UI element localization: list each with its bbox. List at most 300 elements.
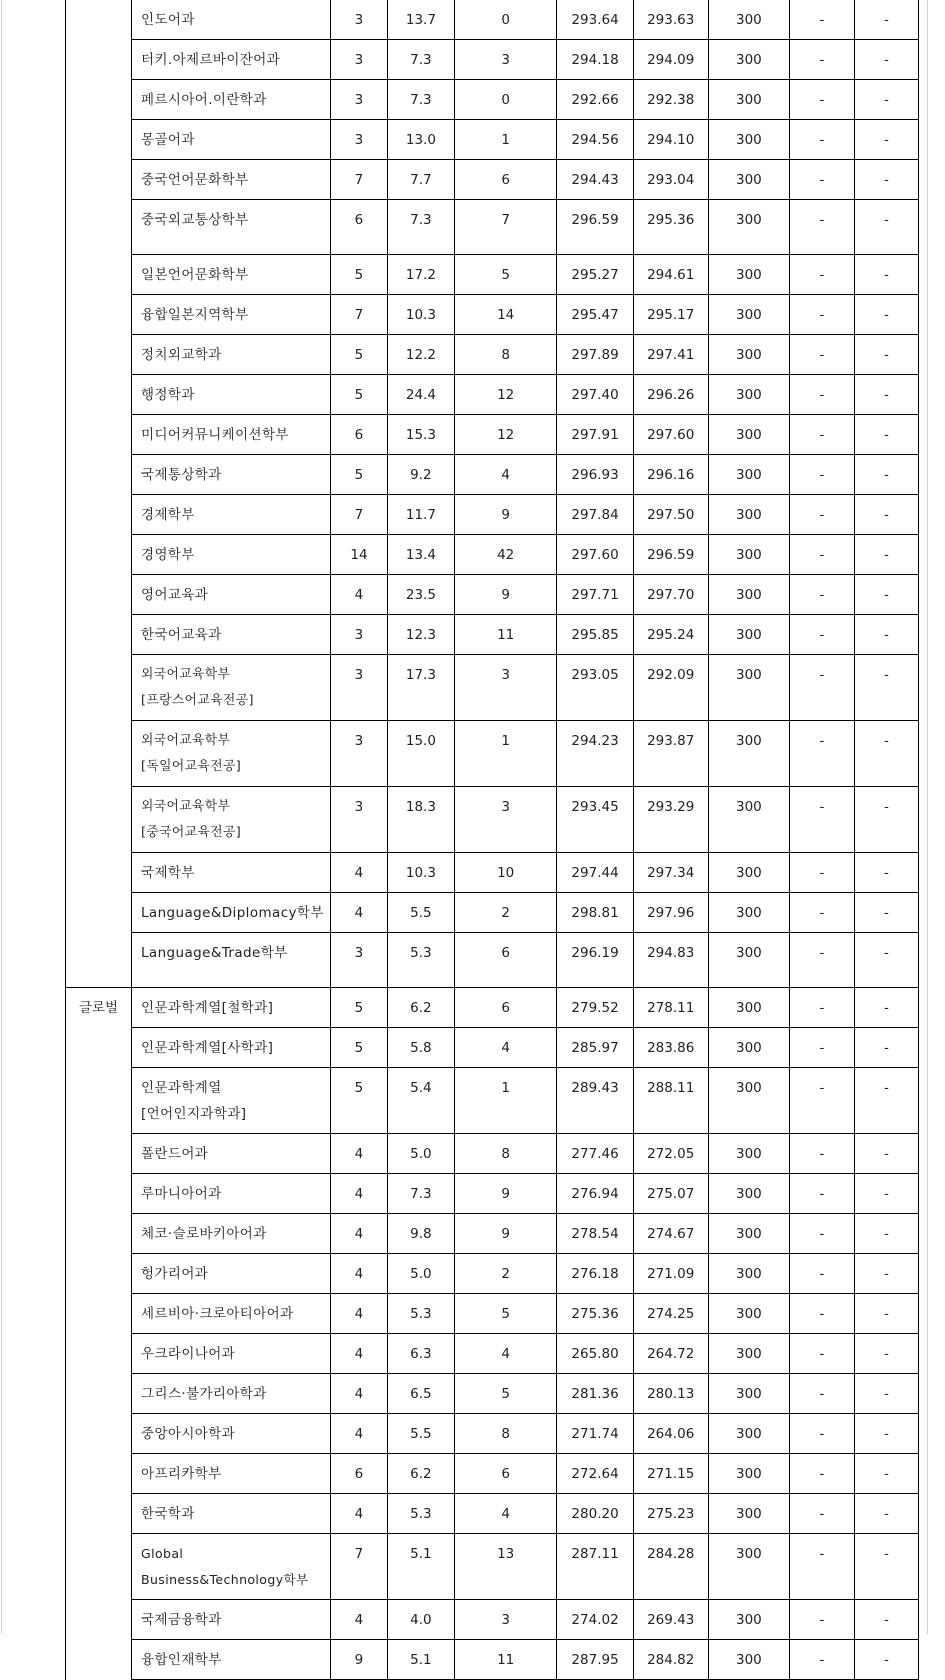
lowest-score-cell: 264.72 [633,1334,708,1374]
max-score-cell: 300 [708,0,789,40]
waitlist-cell: 8 [454,1414,557,1454]
note1-cell: - [790,1068,855,1134]
top-score-cell: 285.97 [557,1028,633,1068]
quota-cell: 9 [331,1640,388,1680]
table-row [66,1494,919,1534]
top-score-cell: 297.44 [557,853,633,893]
competition-ratio-cell: 9.8 [387,1214,454,1254]
competition-ratio-cell: 5.3 [387,933,454,988]
department-cell: 중국외교통상학부 [132,200,331,255]
max-score-cell: 300 [708,893,789,933]
note1-cell: - [790,255,855,295]
waitlist-cell: 8 [454,1134,557,1174]
note2-cell: - [854,415,918,455]
quota-cell: 4 [331,1494,388,1534]
lowest-score-cell: 275.07 [633,1174,708,1214]
lowest-score-cell: 264.06 [633,1414,708,1454]
note1-cell: - [790,1454,855,1494]
table-row [66,1640,919,1680]
waitlist-cell: 6 [454,988,557,1028]
top-score-cell: 297.71 [557,575,633,615]
table-row [66,80,919,120]
table-row [66,1374,919,1414]
lowest-score-cell: 293.29 [633,787,708,853]
note1-cell: - [790,415,855,455]
note1-cell: - [790,200,855,255]
note1-cell: - [790,988,855,1028]
department-cell: 중앙아시아학과 [132,1414,331,1454]
competition-ratio-cell: 5.4 [387,1068,454,1134]
top-score-cell: 278.54 [557,1214,633,1254]
top-score-cell: 294.18 [557,40,633,80]
note1-cell: - [790,1334,855,1374]
note1-cell: - [790,721,855,787]
note1-cell: - [790,1414,855,1454]
department-cell: 헝가리어과 [132,1254,331,1294]
quota-cell: 4 [331,1214,388,1254]
lowest-score-cell: 294.61 [633,255,708,295]
waitlist-cell: 5 [454,1374,557,1414]
lowest-score-cell: 297.50 [633,495,708,535]
top-score-cell: 293.05 [557,655,633,721]
competition-ratio-cell: 5.1 [387,1640,454,1680]
lowest-score-cell: 292.09 [633,655,708,721]
table-row [66,1294,919,1334]
lowest-score-cell: 269.43 [633,1600,708,1640]
lowest-score-cell: 288.11 [633,1068,708,1134]
department-cell: 중국언어문화학부 [132,160,331,200]
competition-ratio-cell: 9.2 [387,455,454,495]
note2-cell: - [854,1254,918,1294]
quota-cell: 14 [331,535,388,575]
max-score-cell: 300 [708,415,789,455]
waitlist-cell: 1 [454,721,557,787]
note2-cell: - [854,1174,918,1214]
note1-cell: - [790,160,855,200]
table-row [66,1214,919,1254]
quota-cell: 6 [331,1454,388,1494]
quota-cell: 4 [331,1334,388,1374]
table-row [66,415,919,455]
waitlist-cell: 4 [454,1494,557,1534]
lowest-score-cell: 271.15 [633,1454,708,1494]
department-cell: 인문과학계열[사학과] [132,1028,331,1068]
max-score-cell: 300 [708,1134,789,1174]
note2-cell: - [854,295,918,335]
note2-cell: - [854,1640,918,1680]
note2-cell: - [854,535,918,575]
waitlist-cell: 0 [454,80,557,120]
department-cell: 국제학부 [132,853,331,893]
max-score-cell: 300 [708,853,789,893]
top-score-cell: 276.18 [557,1254,633,1294]
table-row [66,893,919,933]
department-cell: 인문과학계열[언어인지과학과] [132,1068,331,1134]
department-cell: 한국어교육과 [132,615,331,655]
note1-cell: - [790,933,855,988]
lowest-score-cell: 297.34 [633,853,708,893]
max-score-cell: 300 [708,375,789,415]
campus-cell [66,0,132,988]
department-cell: 행정학과 [132,375,331,415]
lowest-score-cell: 275.23 [633,1494,708,1534]
lowest-score-cell: 271.09 [633,1254,708,1294]
note1-cell: - [790,1600,855,1640]
max-score-cell: 300 [708,120,789,160]
table-row [66,375,919,415]
quota-cell: 3 [331,0,388,40]
max-score-cell: 300 [708,1640,789,1680]
waitlist-cell: 42 [454,535,557,575]
note1-cell: - [790,1374,855,1414]
department-cell: 외국어교육학부[독일어교육전공] [132,721,331,787]
note1-cell: - [790,120,855,160]
department-cell: Language&Trade학부 [132,933,331,988]
note1-cell: - [790,1134,855,1174]
lowest-score-cell: 284.28 [633,1534,708,1600]
lowest-score-cell: 280.13 [633,1374,708,1414]
waitlist-cell: 1 [454,120,557,160]
competition-ratio-cell: 5.3 [387,1294,454,1334]
note1-cell: - [790,495,855,535]
waitlist-cell: 7 [454,200,557,255]
quota-cell: 5 [331,375,388,415]
note1-cell: - [790,0,855,40]
note1-cell: - [790,1174,855,1214]
table-row [66,787,919,853]
competition-ratio-cell: 12.2 [387,335,454,375]
lowest-score-cell: 284.82 [633,1640,708,1680]
note1-cell: - [790,1294,855,1334]
note2-cell: - [854,1134,918,1174]
note1-cell: - [790,1494,855,1534]
waitlist-cell: 0 [454,0,557,40]
top-score-cell: 272.64 [557,1454,633,1494]
quota-cell: 4 [331,1134,388,1174]
lowest-score-cell: 272.05 [633,1134,708,1174]
note2-cell: - [854,160,918,200]
quota-cell: 7 [331,1534,388,1600]
department-cell: 인도어과 [132,0,331,40]
top-score-cell: 294.56 [557,120,633,160]
table-row [66,455,919,495]
competition-ratio-cell: 15.3 [387,415,454,455]
waitlist-cell: 9 [454,575,557,615]
table-row [66,575,919,615]
max-score-cell: 300 [708,255,789,295]
table-row [66,1174,919,1214]
top-score-cell: 279.52 [557,988,633,1028]
waitlist-cell: 3 [454,655,557,721]
quota-cell: 4 [331,1174,388,1214]
table-body [66,0,919,1680]
department-cell: 경영학부 [132,535,331,575]
top-score-cell: 296.93 [557,455,633,495]
top-score-cell: 297.89 [557,335,633,375]
table-row [66,160,919,200]
max-score-cell: 300 [708,721,789,787]
max-score-cell: 300 [708,80,789,120]
table-row [66,120,919,160]
note2-cell: - [854,893,918,933]
competition-ratio-cell: 10.3 [387,853,454,893]
quota-cell: 5 [331,988,388,1028]
note2-cell: - [854,1374,918,1414]
competition-ratio-cell: 7.7 [387,160,454,200]
waitlist-cell: 4 [454,1028,557,1068]
lowest-score-cell: 296.59 [633,535,708,575]
note2-cell: - [854,655,918,721]
waitlist-cell: 4 [454,455,557,495]
waitlist-cell: 13 [454,1534,557,1600]
quota-cell: 5 [331,1028,388,1068]
note1-cell: - [790,893,855,933]
competition-ratio-cell: 13.4 [387,535,454,575]
lowest-score-cell: 297.96 [633,893,708,933]
note1-cell: - [790,575,855,615]
competition-ratio-cell: 5.5 [387,1414,454,1454]
top-score-cell: 295.27 [557,255,633,295]
competition-ratio-cell: 6.5 [387,1374,454,1414]
competition-ratio-cell: 13.0 [387,120,454,160]
department-cell: 미디어커뮤니케이션학부 [132,415,331,455]
waitlist-cell: 3 [454,787,557,853]
department-cell: 융합인재학부 [132,1640,331,1680]
lowest-score-cell: 295.24 [633,615,708,655]
campus-cell: 글로벌 [66,988,132,1680]
waitlist-cell: 10 [454,853,557,893]
top-score-cell: 296.59 [557,200,633,255]
max-score-cell: 300 [708,40,789,80]
quota-cell: 3 [331,787,388,853]
competition-ratio-cell: 7.3 [387,40,454,80]
lowest-score-cell: 293.87 [633,721,708,787]
lowest-score-cell: 296.26 [633,375,708,415]
max-score-cell: 300 [708,295,789,335]
quota-cell: 5 [331,335,388,375]
note2-cell: - [854,1334,918,1374]
note1-cell: - [790,615,855,655]
top-score-cell: 297.40 [557,375,633,415]
top-score-cell: 280.20 [557,1494,633,1534]
note1-cell: - [790,335,855,375]
quota-cell: 3 [331,615,388,655]
lowest-score-cell: 297.41 [633,335,708,375]
quota-cell: 7 [331,295,388,335]
waitlist-cell: 6 [454,160,557,200]
table-row [66,1454,919,1494]
department-cell: 경제학부 [132,495,331,535]
table-row [66,200,919,255]
waitlist-cell: 5 [454,1294,557,1334]
note2-cell: - [854,575,918,615]
department-cell: 몽골어과 [132,120,331,160]
note2-cell: - [854,787,918,853]
lowest-score-cell: 292.38 [633,80,708,120]
top-score-cell: 294.43 [557,160,633,200]
top-score-cell: 287.11 [557,1534,633,1600]
top-score-cell: 276.94 [557,1174,633,1214]
note2-cell: - [854,1414,918,1454]
max-score-cell: 300 [708,1214,789,1254]
top-score-cell: 297.91 [557,415,633,455]
waitlist-cell: 9 [454,1174,557,1214]
max-score-cell: 300 [708,988,789,1028]
competition-ratio-cell: 24.4 [387,375,454,415]
max-score-cell: 300 [708,160,789,200]
note2-cell: - [854,1068,918,1134]
department-cell: 터키.아제르바이잔어과 [132,40,331,80]
note1-cell: - [790,375,855,415]
department-cell: 외국어교육학부[프랑스어교육전공] [132,655,331,721]
lowest-score-cell: 295.17 [633,295,708,335]
competition-ratio-cell: 17.3 [387,655,454,721]
waitlist-cell: 6 [454,933,557,988]
table-row [66,655,919,721]
note1-cell: - [790,40,855,80]
note2-cell: - [854,988,918,1028]
table-row [66,1334,919,1374]
quota-cell: 5 [331,455,388,495]
max-score-cell: 300 [708,933,789,988]
note2-cell: - [854,1454,918,1494]
note2-cell: - [854,1294,918,1334]
department-cell: 루마니아어과 [132,1174,331,1214]
lowest-score-cell: 296.16 [633,455,708,495]
note2-cell: - [854,255,918,295]
department-cell: 한국학과 [132,1494,331,1534]
note1-cell: - [790,853,855,893]
waitlist-cell: 4 [454,1334,557,1374]
waitlist-cell: 11 [454,1640,557,1680]
quota-cell: 4 [331,575,388,615]
department-cell: 세르비아·크로아티아어과 [132,1294,331,1334]
quota-cell: 3 [331,721,388,787]
lowest-score-cell: 295.36 [633,200,708,255]
waitlist-cell: 12 [454,375,557,415]
note2-cell: - [854,1028,918,1068]
competition-ratio-cell: 23.5 [387,575,454,615]
waitlist-cell: 3 [454,40,557,80]
note2-cell: - [854,40,918,80]
table-row [66,721,919,787]
top-score-cell: 289.43 [557,1068,633,1134]
table-row [66,495,919,535]
top-score-cell: 296.19 [557,933,633,988]
table-row [66,933,919,988]
top-score-cell: 295.47 [557,295,633,335]
department-cell: 국제금융학과 [132,1600,331,1640]
lowest-score-cell: 294.10 [633,120,708,160]
max-score-cell: 300 [708,615,789,655]
note1-cell: - [790,535,855,575]
quota-cell: 3 [331,120,388,160]
max-score-cell: 300 [708,1534,789,1600]
department-cell: 폴란드어과 [132,1134,331,1174]
table-row [66,335,919,375]
table-row [66,1134,919,1174]
table-row [66,40,919,80]
quota-cell: 4 [331,1254,388,1294]
top-score-cell: 275.36 [557,1294,633,1334]
lowest-score-cell: 283.86 [633,1028,708,1068]
note2-cell: - [854,335,918,375]
note2-cell: - [854,455,918,495]
competition-ratio-cell: 11.7 [387,495,454,535]
department-cell: 우크라이나어과 [132,1334,331,1374]
note2-cell: - [854,1600,918,1640]
waitlist-cell: 1 [454,1068,557,1134]
top-score-cell: 274.02 [557,1600,633,1640]
competition-ratio-cell: 5.0 [387,1134,454,1174]
note2-cell: - [854,80,918,120]
quota-cell: 7 [331,160,388,200]
waitlist-cell: 12 [454,415,557,455]
quota-cell: 4 [331,853,388,893]
note2-cell: - [854,721,918,787]
lowest-score-cell: 278.11 [633,988,708,1028]
max-score-cell: 300 [708,1028,789,1068]
competition-ratio-cell: 6.2 [387,988,454,1028]
note2-cell: - [854,1534,918,1600]
note1-cell: - [790,1640,855,1680]
waitlist-cell: 3 [454,1600,557,1640]
lowest-score-cell: 297.60 [633,415,708,455]
competition-ratio-cell: 18.3 [387,787,454,853]
quota-cell: 3 [331,655,388,721]
max-score-cell: 300 [708,1254,789,1294]
waitlist-cell: 5 [454,255,557,295]
top-score-cell: 298.81 [557,893,633,933]
department-cell: 페르시아어.이란학과 [132,80,331,120]
max-score-cell: 300 [708,1334,789,1374]
note2-cell: - [854,1494,918,1534]
top-score-cell: 293.64 [557,0,633,40]
competition-ratio-cell: 7.3 [387,1174,454,1214]
lowest-score-cell: 294.83 [633,933,708,988]
max-score-cell: 300 [708,1174,789,1214]
note2-cell: - [854,375,918,415]
quota-cell: 4 [331,1374,388,1414]
note2-cell: - [854,495,918,535]
competition-ratio-cell: 5.3 [387,1494,454,1534]
competition-ratio-cell: 15.0 [387,721,454,787]
competition-ratio-cell: 5.8 [387,1028,454,1068]
table-row [66,255,919,295]
note1-cell: - [790,1214,855,1254]
competition-ratio-cell: 4.0 [387,1600,454,1640]
competition-ratio-cell: 13.7 [387,0,454,40]
competition-ratio-cell: 7.3 [387,80,454,120]
max-score-cell: 300 [708,455,789,495]
competition-ratio-cell: 5.1 [387,1534,454,1600]
competition-ratio-cell: 12.3 [387,615,454,655]
table-row [66,615,919,655]
quota-cell: 4 [331,1294,388,1334]
quota-cell: 5 [331,255,388,295]
top-score-cell: 293.45 [557,787,633,853]
top-score-cell: 294.23 [557,721,633,787]
note2-cell: - [854,615,918,655]
department-cell: 정치외교학과 [132,335,331,375]
note2-cell: - [854,1214,918,1254]
competition-ratio-cell: 6.3 [387,1334,454,1374]
note1-cell: - [790,80,855,120]
table-row [66,1068,919,1134]
waitlist-cell: 2 [454,1254,557,1294]
max-score-cell: 300 [708,1414,789,1454]
top-score-cell: 297.60 [557,535,633,575]
